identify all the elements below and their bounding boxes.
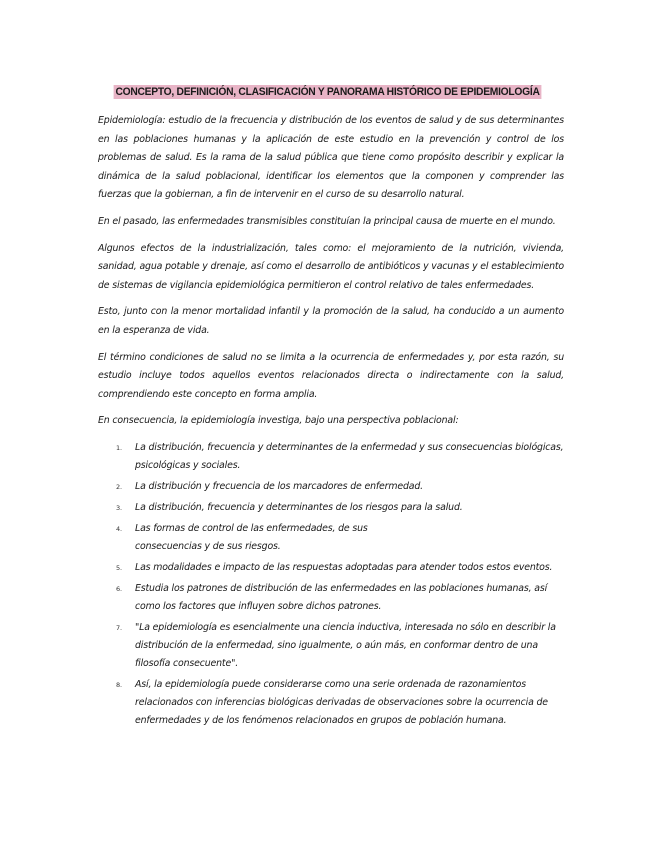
document-body bbox=[98, 112, 564, 733]
list-item bbox=[98, 478, 564, 496]
paragraph-list-intro: En consecuencia, la epidemiología investiga, bajo una perspectiva poblacional: bbox=[98, 415, 459, 427]
list-item bbox=[98, 499, 564, 517]
list-number: 6. bbox=[116, 584, 122, 593]
list-number: 5. bbox=[116, 563, 122, 572]
list-number: 7. bbox=[116, 623, 122, 632]
list-number: 8. bbox=[116, 680, 122, 689]
list-item bbox=[98, 520, 564, 556]
list-item bbox=[98, 580, 564, 616]
list-item-text: Las modalidades e impacto de las respuestas adoptadas para atender todos estos eventos. bbox=[135, 561, 553, 573]
list-item-text: La distribución, frecuencia y determinantes de los riesgos para la salud. bbox=[135, 501, 463, 513]
list-item bbox=[98, 676, 564, 730]
list-number: 4. bbox=[116, 524, 122, 533]
paragraph-definition: Epidemiología: estudio de la frecuencia y distribución de los eventos de salud y de sus determinantes en las poblaciones humanas y la aplicación de este estudio en la prevención y control de los problemas de salud. Es la rama de la salud pública que tiene como propósito describir y explicar la dinámica de la salud poblacional, identificar los elementos que la componen y comprender las fuerzas que la gobiernan, a fin de intervenir en el curso de su desarrollo natural. bbox=[98, 115, 564, 201]
list-number: 3. bbox=[116, 503, 122, 512]
list-item-text: Estudia los patrones de distribución de las enfermedades en las poblaciones humanas, así como los factores que influyen sobre dichos patrones. bbox=[135, 582, 548, 612]
paragraph-industrialization: Algunos efectos de la industrialización, tales como: el mejoramiento de la nutrición, vivienda, sanidad, agua potable y drenaje, así como el desarrollo de antibióticos y vacunas y el establecimiento de sistemas de vigilancia epidemiológica permitieron el control relativo de tales enfermedades. bbox=[98, 242, 564, 291]
paragraph-life-expectancy: Esto, junto con la menor mortalidad infantil y la promoción de la salud, ha conducido a un aumento en la esperanza de vida. bbox=[98, 306, 564, 336]
list-item-text: Las formas de control de las enfermedades, de sus consecuencias y de sus riesgos. bbox=[135, 522, 368, 552]
list-item bbox=[98, 619, 564, 673]
paragraph-past: En el pasado, las enfermedades transmisibles constituían la principal causa de muerte en el mundo. bbox=[98, 215, 556, 227]
investigation-list bbox=[98, 439, 564, 730]
list-item-text: Así, la epidemiología puede considerarse como una serie ordenada de razonamientos relacionados con inferencias biológicas derivadas de observaciones sobre la ocurrencia de enfermedades y de los fenómenos relacionados en grupos de población humana. bbox=[135, 678, 548, 726]
list-number: 2. bbox=[116, 482, 122, 491]
list-item bbox=[98, 559, 564, 577]
list-number: 1. bbox=[116, 443, 122, 452]
list-item-text: "La epidemiología es esencialmente una ciencia inductiva, interesada no sólo en describir la distribución de la enfermedad, sino igualmente, o aún más, en conformar dentro de una filosofía consecuente". bbox=[135, 621, 556, 669]
list-item-text: La distribución, frecuencia y determinantes de la enfermedad y sus consecuencias biológicas, psicológicas y sociales. bbox=[135, 441, 564, 471]
page-title: CONCEPTO, DEFINICIÓN, CLASIFICACIÓN Y PANORAMA HISTÓRICO DE EPIDEMIOLOGÍA bbox=[115, 86, 540, 98]
list-item bbox=[98, 439, 564, 475]
list-item-text: La distribución y frecuencia de los marcadores de enfermedad. bbox=[135, 480, 423, 492]
paragraph-health-conditions: El término condiciones de salud no se limita a la ocurrencia de enfermedades y, por esta razón, su estudio incluye todos aquellos eventos relacionados directa o indirectamente con la salud, comprendiendo este concepto en forma amplia. bbox=[98, 351, 564, 400]
title-wrap bbox=[0, 80, 655, 99]
